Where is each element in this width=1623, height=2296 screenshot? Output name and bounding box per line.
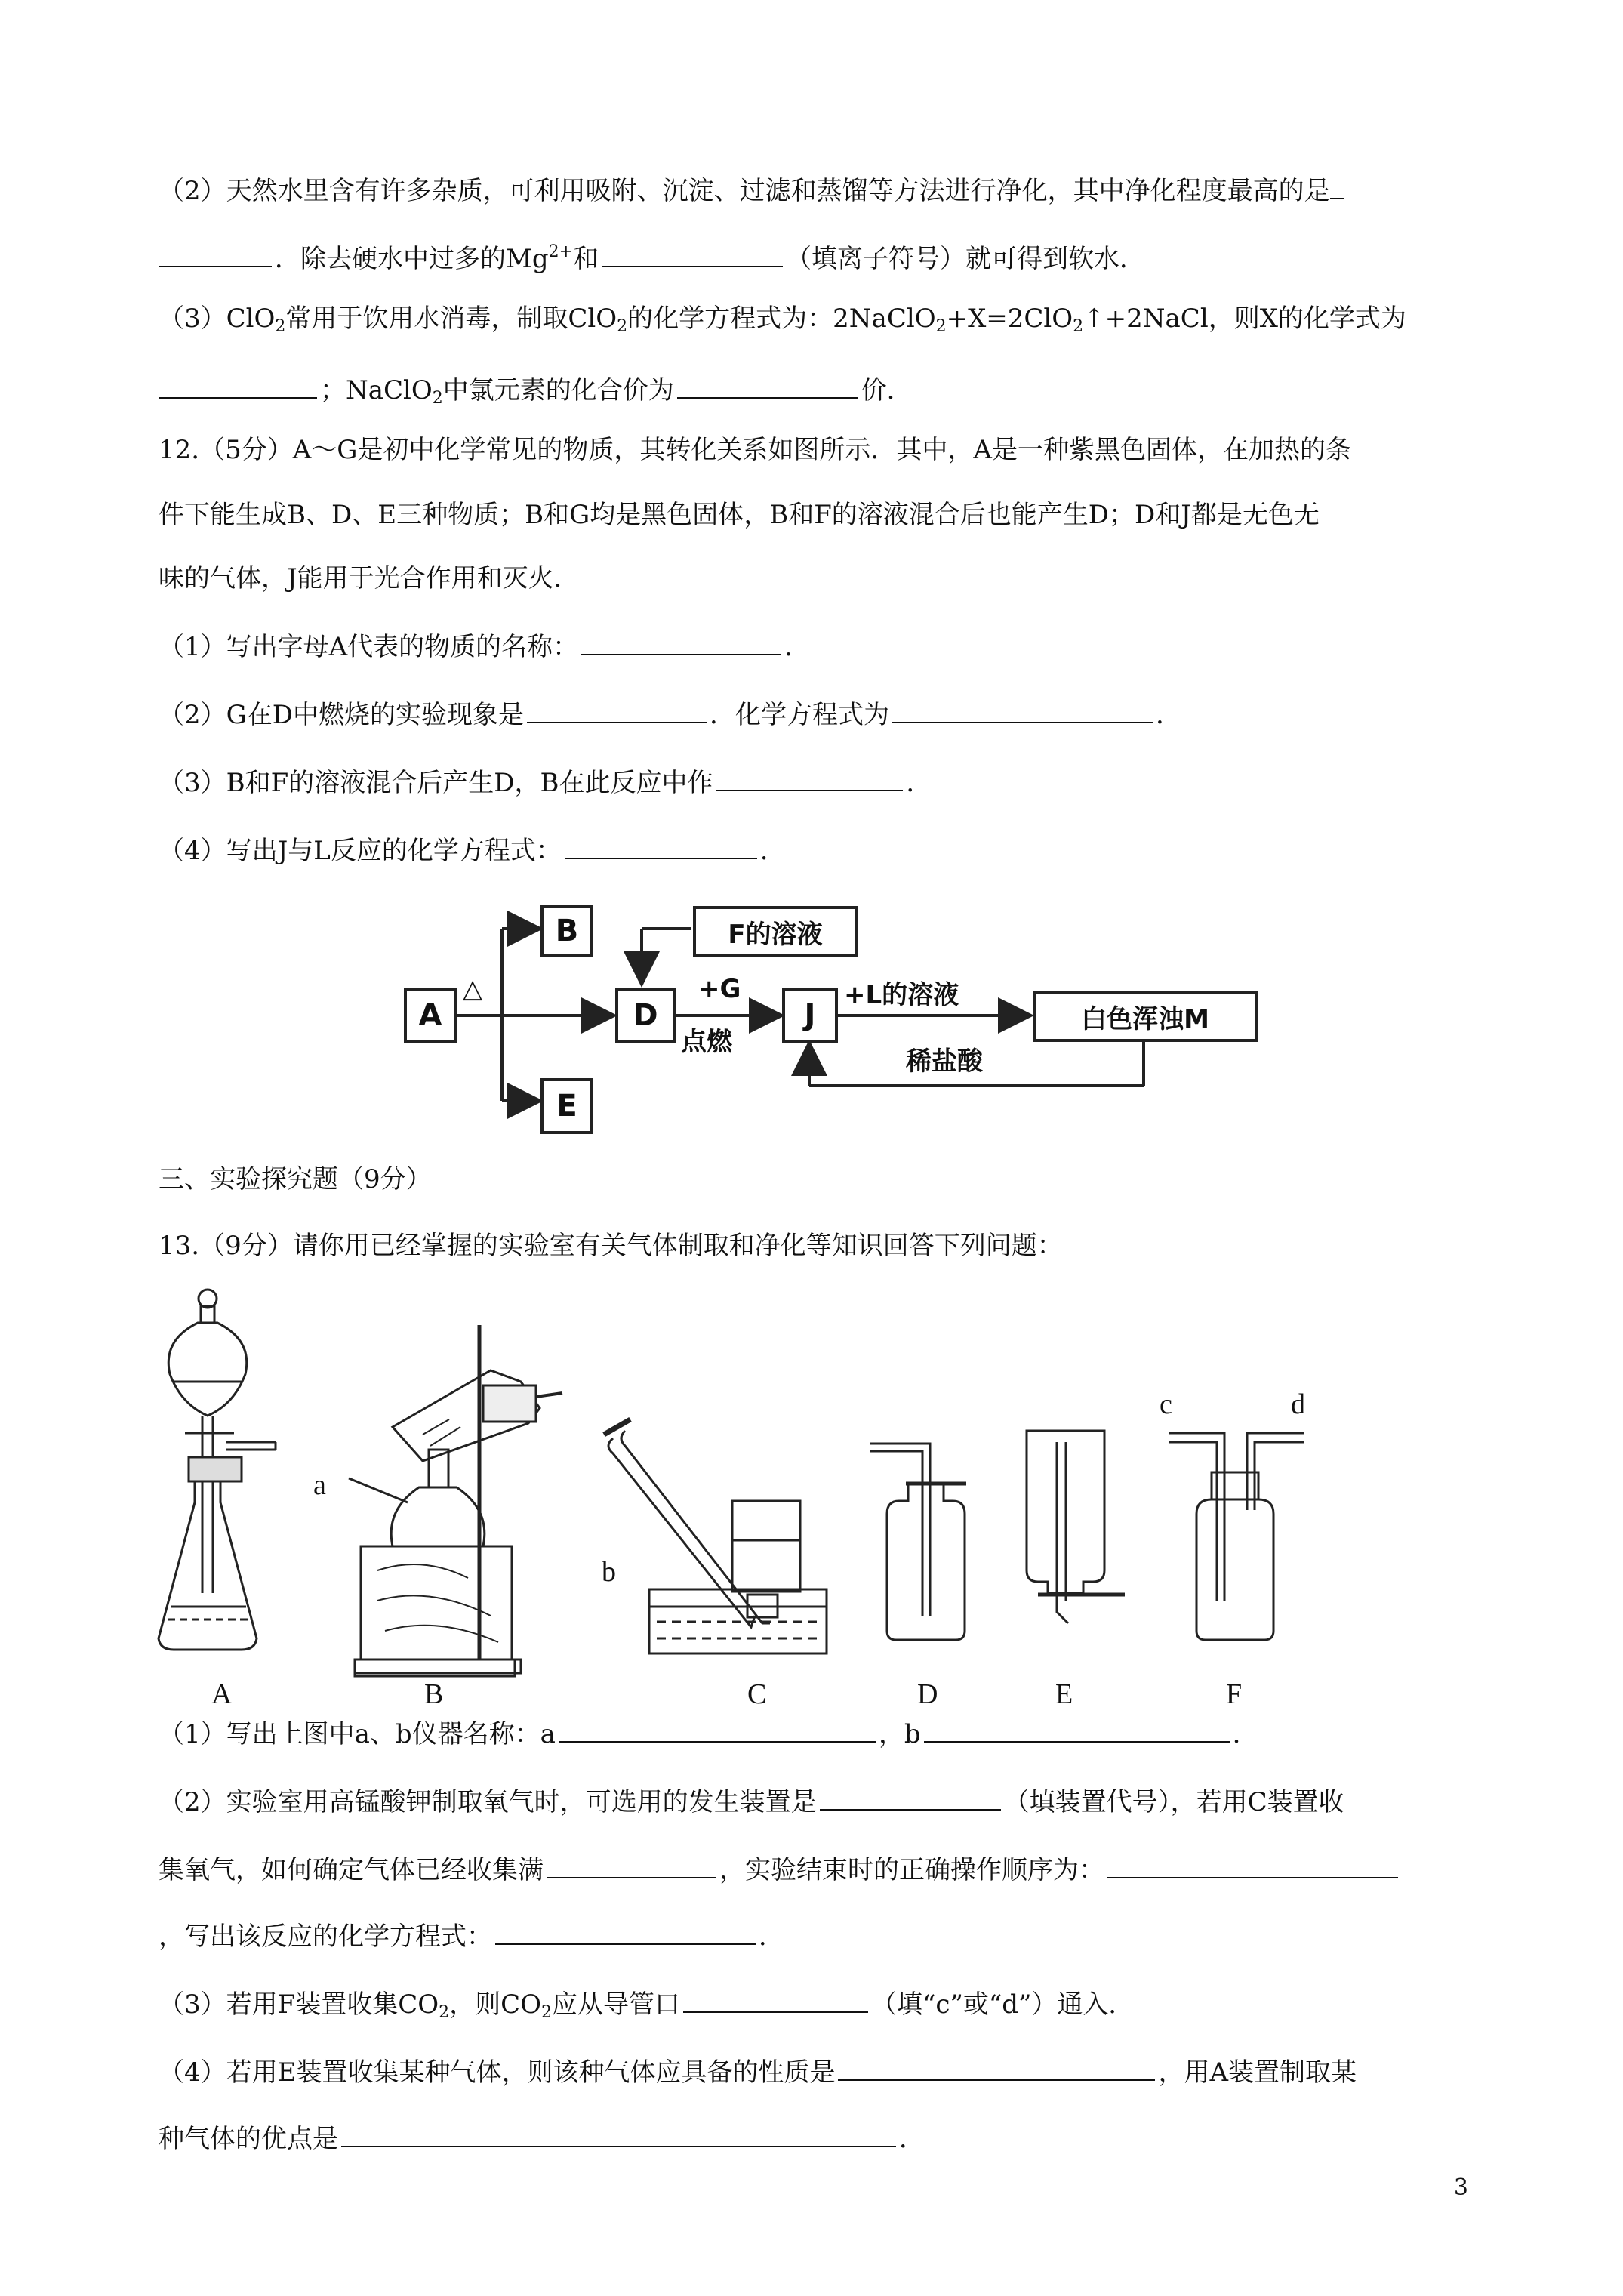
answer-blank[interactable] [159,240,272,267]
answer-blank[interactable] [892,696,1153,723]
q13-part4-line2: 种气体的优点是 ． [159,2120,925,2157]
q11-part3-line2: ；NaClO$_2$中氯元素的化合价为 价． [159,371,913,417]
answer-blank[interactable] [1107,1851,1398,1878]
section-3-heading: 三、实验探究题（9分） [159,1164,432,1194]
answer-blank[interactable] [683,1986,868,2013]
dilute-hcl-label: 稀盐酸 [906,1046,983,1077]
node-F-solution: F的溶液 [693,906,858,957]
node-E: E [540,1078,593,1134]
apparatus-D-label: D [917,1678,938,1710]
q12-part1: （1）写出字母A代表的物质的名称： ． [159,628,810,665]
answer-blank[interactable] [547,1851,716,1878]
q13-part3: （3）若用F装置收集$CO_2$，则$CO_2$应从导管口 （填“c”或“d”）通入． [159,1986,1134,2031]
node-A: A [404,988,457,1043]
q13-part4-line1: （4）若用E装置收集某种气体，则该种气体应具备的性质是 ，用A装置制取某 [159,2054,1357,2091]
answer-blank[interactable] [159,371,317,399]
apparatus-F-label: F [1226,1678,1243,1710]
heat-symbol: △ [463,974,483,1004]
node-J: J [782,988,838,1043]
answer-blank[interactable] [559,1715,876,1743]
ignite-label: 点燃 [681,1027,732,1057]
answer-blank[interactable] [716,764,903,791]
answer-blank[interactable] [527,696,707,723]
q11-part2-line1: （2）天然水里含有许多杂质，可利用吸附、沉淀、过滤和蒸馏等方法进行净化，其中净化程度最高的是 [159,172,1344,209]
q13-part1: （1）写出上图中a、b仪器名称：a ，b ． [159,1715,1258,1752]
apparatus-E-label: E [1055,1678,1073,1710]
q13-part2-line1: （2）实验室用高锰酸钾制取氧气时，可选用的发生装置是 （填装置代号），若用C装置收 [159,1783,1344,1820]
q12-part4: （4）写出J与L反应的化学方程式： ． [159,832,786,869]
node-B: B [540,905,593,957]
answer-blank[interactable] [565,832,757,859]
node-D: D [615,988,676,1043]
apparatus-B-label: B [424,1678,444,1710]
label-d: d [1291,1388,1305,1420]
q12-part3: （3）B和F的溶液混合后产生D，B在此反应中作 ． [159,764,932,801]
answer-blank[interactable] [341,2120,896,2147]
apparatus-A-label: A [211,1678,233,1710]
q12-part2: （2）G在D中燃烧的实验现象是 ．化学方程式为 ． [159,696,1181,733]
answer-blank[interactable] [495,1918,756,1945]
q11-part2-line2: ．除去硬水中过多的$Mg^{2+}$和 （填离子符号）就可得到软水． [159,234,1145,277]
answer-blank[interactable] [602,240,783,267]
q13-stem: 13.（9分）请你用已经掌握的实验室有关气体制取和净化等知识回答下列问题： [159,1231,1063,1261]
answer-blank[interactable] [581,628,781,655]
q12-stem-line2: 件下能生成B、D、E三种物质；B和G均是黑色固体，B和F的溶液混合后也能产生D；D和J都是无色无 [159,500,1320,530]
node-M: 白色浑浊M [1033,991,1258,1042]
q12-stem-line1: 12.（5分）A～G是初中化学常见的物质，其转化关系如图所示．其中，A是一种紫黑色固体，在加热的条 [159,435,1351,465]
label-b: b [602,1556,616,1588]
plus-g-label: +G [698,974,741,1004]
answer-blank[interactable] [924,1715,1230,1743]
label-c: c [1160,1388,1172,1420]
answer-blank[interactable] [677,371,858,399]
apparatus-C-label: C [747,1678,767,1710]
answer-blank[interactable] [838,2054,1155,2081]
label-a: a [313,1469,326,1501]
q12-stem-line3: 味的气体，J能用于光合作用和灭火． [159,563,580,593]
page-number: 3 [1453,2174,1468,2201]
q13-part2-line2: 集氧气，如何确定气体已经收集满 ，实验结束时的正确操作顺序为： [159,1851,1401,1888]
q11-part3-line1: （3）ClO$_2$常用于饮用水消毒，制取ClO$_2$的化学方程式为：2NaClO$_2$+X=2ClO$_2$↑+2NaCl，则X的化学式为 [159,304,1406,336]
q13-part2-line3: ，写出该反应的化学方程式： ． [159,1918,784,1955]
answer-blank[interactable] [820,1783,1001,1811]
plus-l-label: +L的溶液 [844,980,959,1010]
